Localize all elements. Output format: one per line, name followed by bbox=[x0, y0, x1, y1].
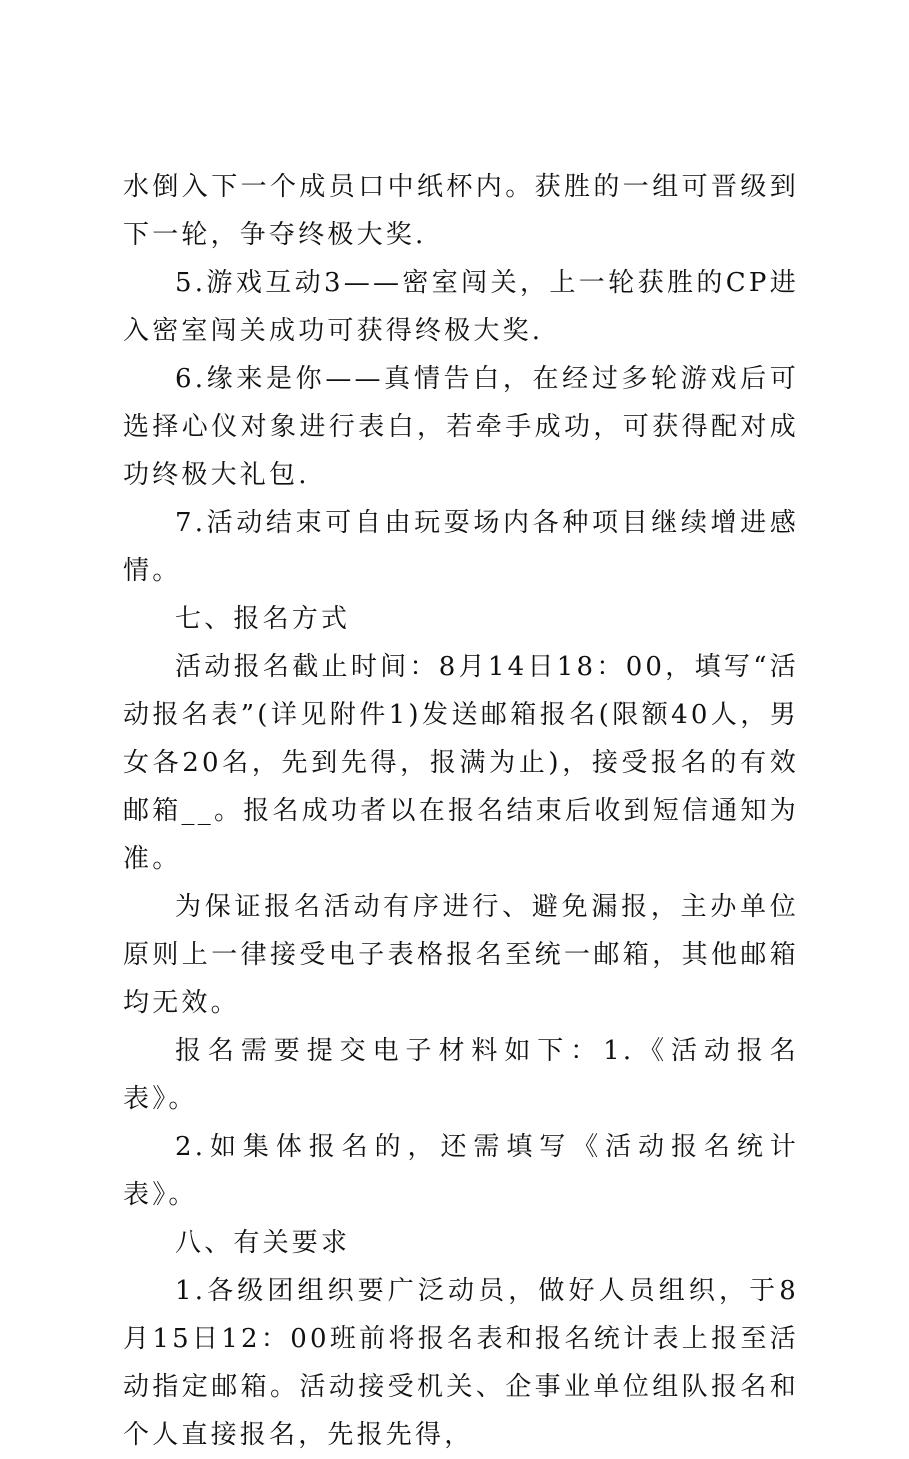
paragraph-2: 5.游戏互动3——密室闯关，上一轮获胜的CP进入密室闯关成功可获得终极大奖. bbox=[123, 268, 799, 346]
paragraph-1: 水倒入下一个成员口中纸杯内。获胜的一组可晋级到下一轮，争夺终极大奖. bbox=[123, 172, 799, 250]
paragraph-registration-deadline: 活动报名截止时间：8月14日18：00，填写“活动报名表”(详见附件1)发送邮箱报名(限额40人，男女各20名，先到先得，报满为止)，接受报名的有效邮箱__。报名成功者以在报名结束后收到短信通知为准。 bbox=[123, 652, 799, 874]
paragraph-3: 6.缘来是你——真情告白，在经过多轮游戏后可选择心仪对象进行表白，若牵手成功，可获得配对成功终极大礼包. bbox=[123, 364, 799, 490]
section-heading-registration: 七、报名方式 bbox=[175, 604, 351, 634]
paragraph-materials-1: 报名需要提交电子材料如下：1.《活动报名表》。 bbox=[123, 1036, 799, 1114]
paragraph-requirements-1: 1.各级团组织要广泛动员，做好人员组织，于8月15日12：00班前将报名表和报名统计表上报至活动指定邮箱。活动接受机关、企事业单位组队报名和个人直接报名，先报先得， bbox=[123, 1276, 799, 1450]
section-heading-requirements: 八、有关要求 bbox=[175, 1228, 351, 1258]
paragraph-materials-2: 2.如集体报名的，还需填写《活动报名统计表》。 bbox=[123, 1132, 799, 1210]
document-body bbox=[123, 163, 799, 1459]
paragraph-registration-rule: 为保证报名活动有序进行、避免漏报，主办单位原则上一律接受电子表格报名至统一邮箱，其他邮箱均无效。 bbox=[123, 892, 799, 1018]
paragraph-4: 7.活动结束可自由玩耍场内各种项目继续增进感情。 bbox=[123, 508, 799, 586]
